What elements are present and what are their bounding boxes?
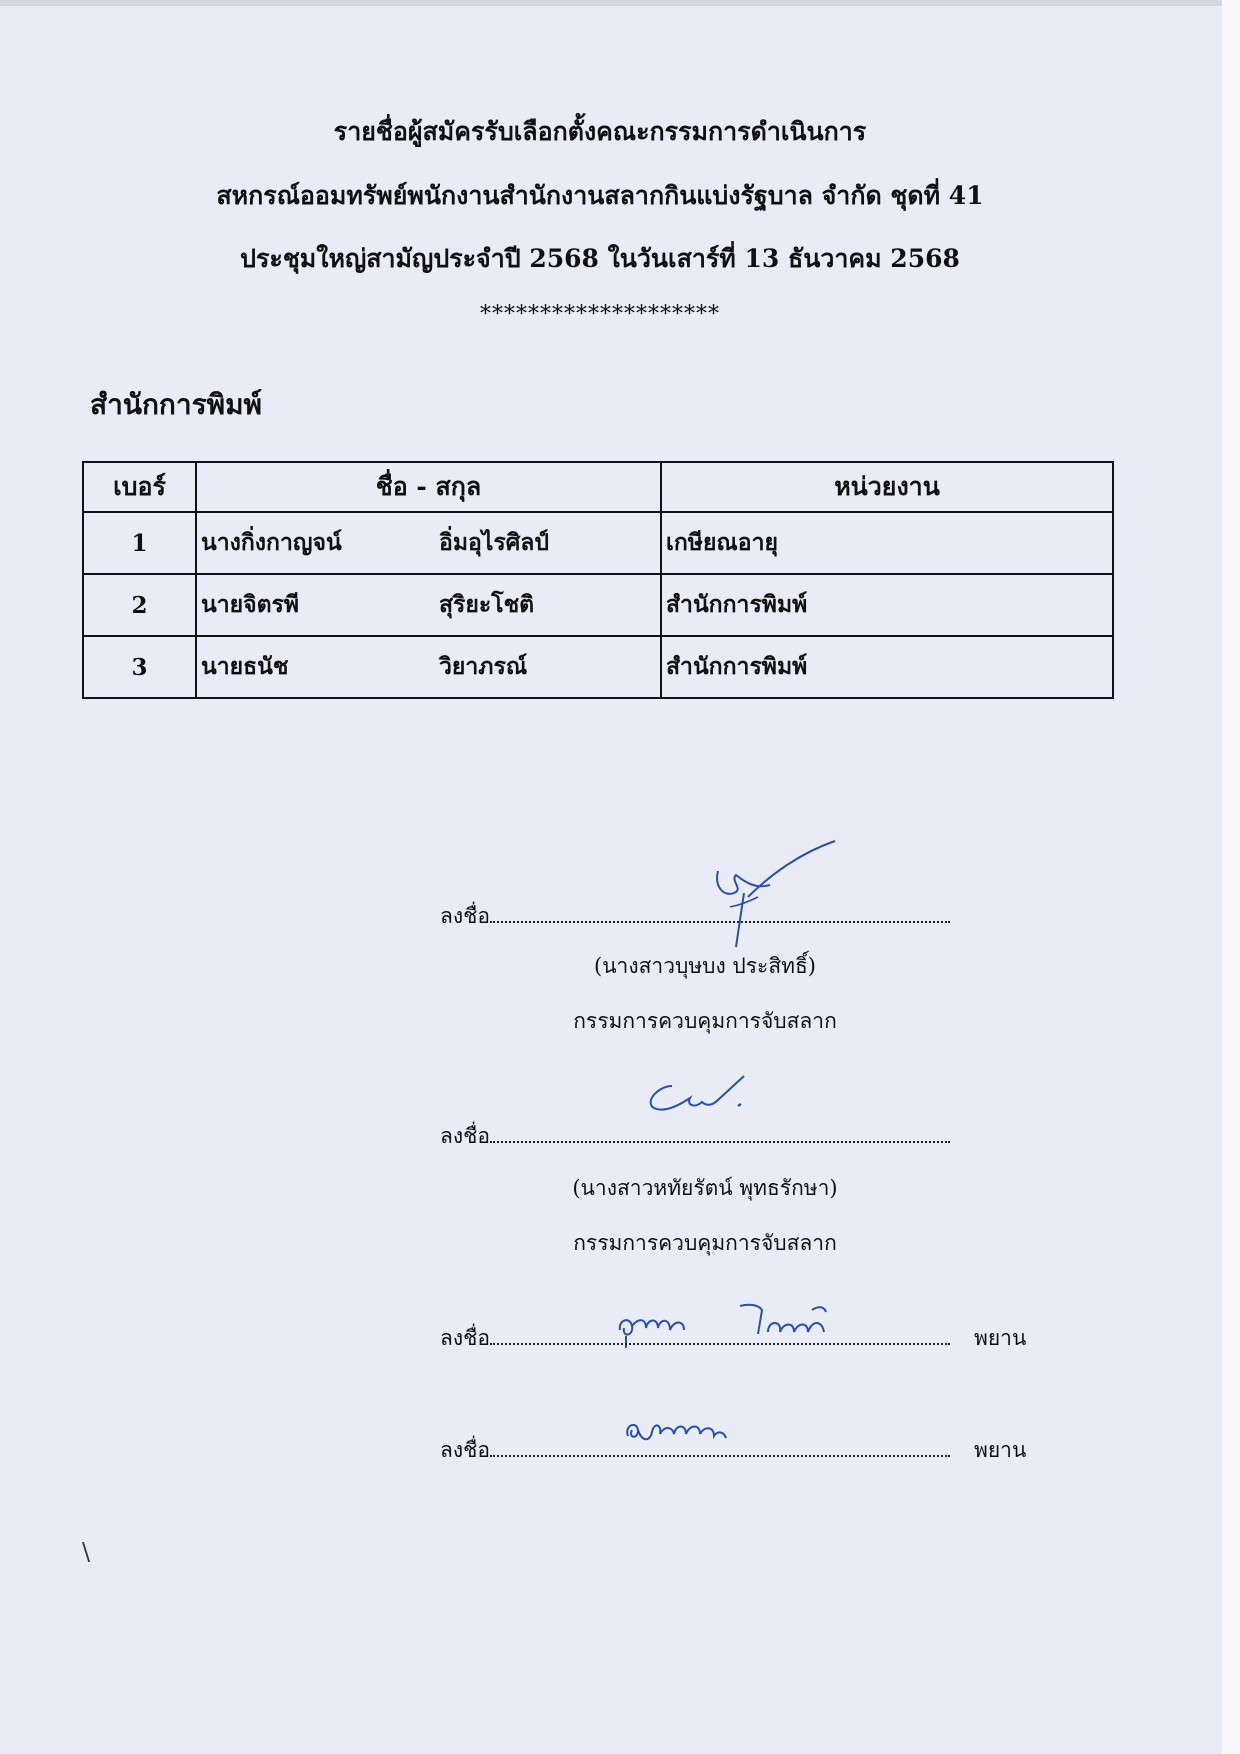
candidate-name (196, 574, 661, 636)
department-heading: สำนักการพิมพ์ (90, 388, 262, 421)
first-name: นายธนัช (201, 653, 289, 680)
last-name: อิ่มอุไรศิลป์ (439, 529, 550, 556)
candidate-unit: สำนักการพิมพ์ (661, 574, 1113, 636)
title-line-2: สหกรณ์ออมทรัพย์พนักงานสำนักงานสลากกินแบ่งรัฐบาล จำกัด ชุดที่ 41 (216, 181, 984, 210)
witness-line-1 (440, 1322, 1026, 1355)
signer-2-name: (นางสาวหทัยรัตน์ พุทธรักษา) (572, 1176, 838, 1200)
signer-1-role: กรรมการควบคุมการจับสลาก (573, 1009, 837, 1033)
sign-label: ลงชื่อ (440, 1124, 490, 1148)
header-unit: หน่วยงาน (661, 462, 1113, 512)
witness-label: พยาน (974, 1438, 1027, 1462)
sign-label: ลงชื่อ (440, 1438, 490, 1462)
candidate-table (82, 461, 1114, 699)
candidate-number: 2 (83, 574, 196, 636)
table-row (83, 574, 1113, 636)
candidate-unit: สำนักการพิมพ์ (661, 636, 1113, 698)
stray-mark: \ (82, 1538, 91, 1566)
last-name: วิยาภรณ์ (439, 653, 528, 680)
candidate-name (196, 512, 661, 574)
candidate-unit: เกษียณอายุ (661, 512, 1113, 574)
signature-line-2 (440, 1120, 950, 1153)
candidate-name (196, 636, 661, 698)
signer-2-role: กรรมการควบคุมการจับสลาก (573, 1231, 837, 1255)
dotted-line (490, 1127, 950, 1143)
title-line-3: ประชุมใหญ่สามัญประจำปี 2568 ในวันเสาร์ที่ 13 ธันวาคม 2568 (240, 244, 960, 273)
signer-1-name: (นางสาวบุษบง ประสิทธิ์) (594, 954, 816, 978)
header-number: เบอร์ (83, 462, 196, 512)
candidate-number: 3 (83, 636, 196, 698)
scan-edge-right (1222, 0, 1240, 1754)
scan-edge-top (0, 0, 1222, 6)
first-name: นายจิตรพี (201, 591, 300, 618)
first-name: นางกิ่งกาญจน์ (201, 529, 342, 556)
dotted-line (490, 907, 950, 923)
dotted-line (490, 1441, 950, 1457)
signature-1 (700, 835, 850, 955)
last-name: สุริยะโชติ (439, 591, 535, 618)
header-name: ชื่อ - สกุล (196, 462, 661, 512)
candidate-number: 1 (83, 512, 196, 574)
witness-line-2 (440, 1434, 1026, 1467)
dotted-line (490, 1329, 950, 1345)
table-header-row (83, 462, 1113, 512)
table-row (83, 636, 1113, 698)
table-row (83, 512, 1113, 574)
signature-2 (640, 1072, 760, 1122)
title-line-1: รายชื่อผู้สมัครรับเลือกตั้งคณะกรรมการดำเนินการ (333, 117, 867, 146)
witness-label: พยาน (974, 1326, 1027, 1350)
sign-label: ลงชื่อ (440, 1326, 490, 1350)
separator: ******************** (480, 302, 720, 327)
sign-label: ลงชื่อ (440, 904, 490, 928)
signature-line-1 (440, 900, 950, 933)
